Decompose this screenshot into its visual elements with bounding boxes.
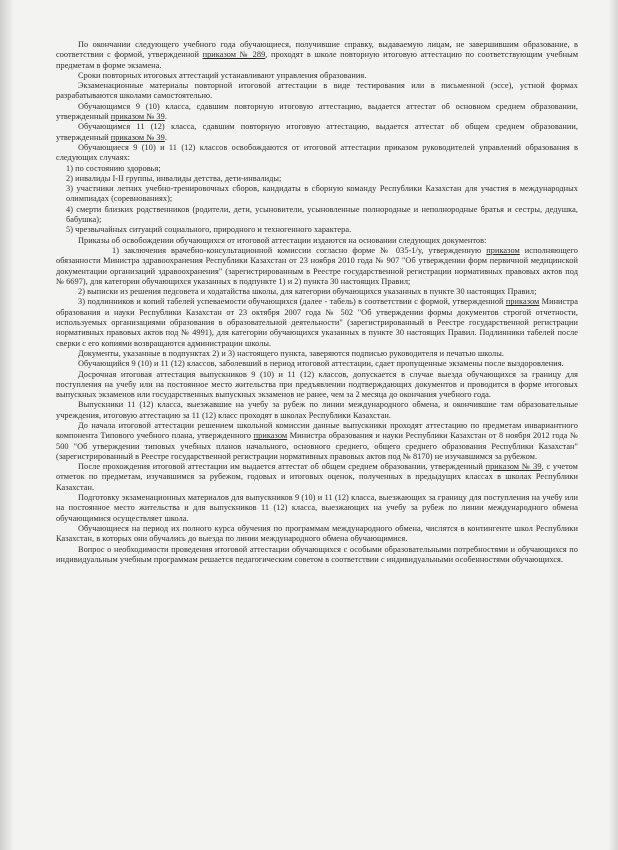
scan-edge-right bbox=[608, 0, 618, 850]
paragraph bbox=[56, 297, 578, 348]
paragraph bbox=[56, 122, 578, 143]
paragraph bbox=[56, 287, 578, 297]
paragraph bbox=[56, 524, 578, 545]
paragraph bbox=[56, 400, 578, 421]
paragraph-text: Обучающийся 9 (10) и 11 (12) классов, заболевший в период итоговой аттестации, сдает пропущенные экзамены после выздоровления. bbox=[78, 359, 564, 369]
paragraph bbox=[56, 370, 578, 401]
paragraph-text: Обучающимся 9 (10) класса, сдавшим повторную итоговую аттестацию, выдается аттестат об основном среднем образовании, утвержденный bbox=[56, 101, 578, 122]
paragraph-text: 4) смерти близких родственников (родители, дети, усыновители, усыновленные полнородные и неполнородные братья и сестры, дедушка, бабушка); bbox=[66, 204, 578, 225]
paragraph bbox=[56, 493, 578, 524]
paragraph-text: По окончании следующего учебного года обучающиеся, получившие справку, выдаваемую лицам, не завершившим образование, в соответствии с формой, утвержденной bbox=[56, 40, 578, 60]
paragraph-text: Выпускники 11 (12) класса, выезжавшие на учебу за рубеж по линии международного обмена, и окончившие там образовательные учреждения, итоговую аттестацию за 11 (12) класс проходят в школах Республики Казахстан. bbox=[56, 400, 578, 420]
paragraph-text: 1) по состоянию здоровья; bbox=[66, 163, 161, 173]
paragraph-text: . bbox=[164, 112, 167, 122]
paragraph-text: 5) чрезвычайных ситуаций социального, природного и техногенного характера. bbox=[66, 225, 352, 235]
paragraph-text: Приказы об освобождении обучающихся от итоговой аттестации издаются на основании следующих документов: bbox=[78, 235, 487, 245]
paragraph-text: Подготовку экзаменационных материалов для выпускников 9 (10) и 11 (12) класса, выезжающих за границу для поступления на учебу или на постоянное место жительства и для выпускников 11 (12) класса, выезжающих на учебу за рубеж по линии международного обмена обучающимися осуществляет школа. bbox=[56, 493, 578, 523]
paragraph-text: 3) участники летних учебно-тренировочных сборов, кандидаты в сборную команду Республики Казахстан для участия в международных олимпиадах (соревнованиях); bbox=[66, 184, 578, 204]
paragraph bbox=[56, 102, 578, 123]
paragraph bbox=[56, 462, 578, 493]
paragraph bbox=[56, 349, 578, 359]
paragraph bbox=[56, 40, 578, 71]
document-body bbox=[56, 40, 578, 565]
paragraph-text: Министра образования и науки Республики Казахстан от 8 ноября 2012 года № 500 "Об утверждении типовых учебных планов начального, основного среднего, общего среднего образования Республики Казахстан" (зарегистрированный в Реестре государственной регистрации нормативных правовых актов под № 8170) не изучавшимся за рубежом. bbox=[56, 431, 578, 461]
order-link[interactable]: приказом № 39 bbox=[485, 462, 542, 472]
paragraph-text: . bbox=[164, 132, 167, 142]
paragraph-text: Министра образования и науки Республики Казахстан от 23 октября 2007 года № 502 "Об утверждении формы документов строгой отчетности, используемых организациями образования в образовательной деятельности" (зарегистрированный в Реестре государственной регистрации нормативных правовых актов под № 4991), для категории обучающихся указанных в пункте 30 настоящих Правил. Подлинники табелей после сверки с его копиями возвращаются администрации школы. bbox=[56, 297, 578, 348]
paragraph bbox=[56, 236, 578, 246]
paragraph-text: Досрочная итоговая аттестация выпускников 9 (10) и 11 (12) классов, допускается в случае выезда обучающихся за границу для поступления на учебу или на постоянное место жительства при предъявлении подтверждающих документов и проводится в форме итоговых выпускных экзаменов или государственных выпускных экзаменов не ранее, чем за 2 месяца до окончания учебного года. bbox=[56, 369, 578, 400]
order-link[interactable]: приказом № 39 bbox=[110, 112, 165, 122]
paragraph-text: исполняющего обязанности Министра здравоохранения Республики Казахстан от 23 ноября 2010 года № 907 "Об утверждении форм первичной медицинской документации организаций здравоохранения" (зарегистрированным в Реестре государственной регистрации нормативных правовых актов под № 6697), для категории обучающихся указанных в подпункте 1) и 2) пункта 30 настоящих Правил; bbox=[56, 245, 578, 286]
order-link[interactable]: приказом bbox=[253, 431, 288, 441]
paragraph bbox=[56, 359, 578, 369]
paragraph-text: Вопрос о необходимости проведения итоговой аттестации обучающихся с особыми образовательными потребностями и обучающихся по индивидуальным учебным программам решается педагогическим советом в соответствии с индивидуальными особенностями обучающихся. bbox=[56, 544, 578, 564]
paragraph bbox=[56, 71, 578, 81]
paragraph bbox=[56, 421, 578, 462]
paragraph bbox=[56, 143, 578, 164]
paragraph bbox=[56, 184, 578, 205]
paragraph bbox=[56, 545, 578, 566]
paragraph-text: Экзаменационные материалы повторной итоговой аттестации в виде тестирования или в письменной (эссе), устной формах разрабатываются школами самостоятельно. bbox=[56, 81, 578, 101]
paragraph-text: Обучающимся 11 (12) класса, сдавшим повторную итоговую аттестацию, выдается аттестат об общем среднем образовании, утвержденный bbox=[56, 122, 578, 142]
paragraph-text: 3) подлинников и копий табелей успеваемости обучающихся (далее - табель) в соответствии с формой, утвержденной bbox=[78, 297, 506, 307]
order-link[interactable]: приказом bbox=[505, 297, 540, 307]
scan-edge-left bbox=[0, 0, 14, 850]
paragraph bbox=[56, 246, 578, 287]
paragraph-text: После прохождения итоговой аттестации им выдается аттестат об общем среднем образовании, утвержденный bbox=[78, 462, 486, 472]
paragraph bbox=[56, 164, 578, 174]
paragraph-text: Сроки повторных итоговых аттестаций устанавливают управления образования. bbox=[78, 70, 367, 80]
paragraph-text: , проходят в школе повторную итоговую аттестацию по соответствующим учебным предметам в форме экзамена. bbox=[56, 50, 579, 70]
order-link[interactable]: приказом № 39 bbox=[110, 132, 165, 142]
paragraph-text: Документы, указанные в подпунктах 2) и 3) настоящего пункта, заверяются подписью руководителя и печатью школы. bbox=[78, 348, 504, 358]
paragraph bbox=[56, 205, 578, 226]
paragraph bbox=[56, 81, 578, 102]
order-link[interactable]: приказом bbox=[486, 245, 520, 255]
paragraph-text: Обучающиеся 9 (10) и 11 (12) классов освобождаются от итоговой аттестации приказом руководителей управлений образования в следующих случаях: bbox=[56, 142, 578, 163]
paragraph-text: 2) инвалиды I-II группы, инвалиды детства, дети-инвалиды; bbox=[66, 173, 282, 183]
order-link[interactable]: приказом № 289 bbox=[202, 50, 266, 60]
paragraph-text: 1) заключения врачебно-консультационной комиссии согласно форме № 035-1/у, утвержденную bbox=[112, 245, 487, 255]
paragraph bbox=[56, 174, 578, 184]
paragraph-text: Обучающиеся на период их полного курса обучения по программам международного обмена, числятся в контингенте школ Республики Казахстан, в которых они обучались до выезда по линии международного обмена обучающимися. bbox=[56, 523, 578, 544]
paragraph-text: До начала итоговой аттестации решением школьной комиссии данные выпускники проходят аттестацию по предметам инвариантного компонента Типового учебного плана, утвержденного bbox=[56, 420, 578, 441]
paragraph-text: 2) выписки из решения педсовета и ходатайства школы, для категории обучающихся указанных в пункте 30 настоящих Правил; bbox=[78, 287, 537, 297]
paragraph bbox=[56, 225, 578, 235]
paragraph-text: , с учетом отметок по предметам, изучавшимся за рубежом, годовых и итоговых оценок, полученных в предыдущих классах в школах Республики Казахстан. bbox=[56, 462, 578, 492]
